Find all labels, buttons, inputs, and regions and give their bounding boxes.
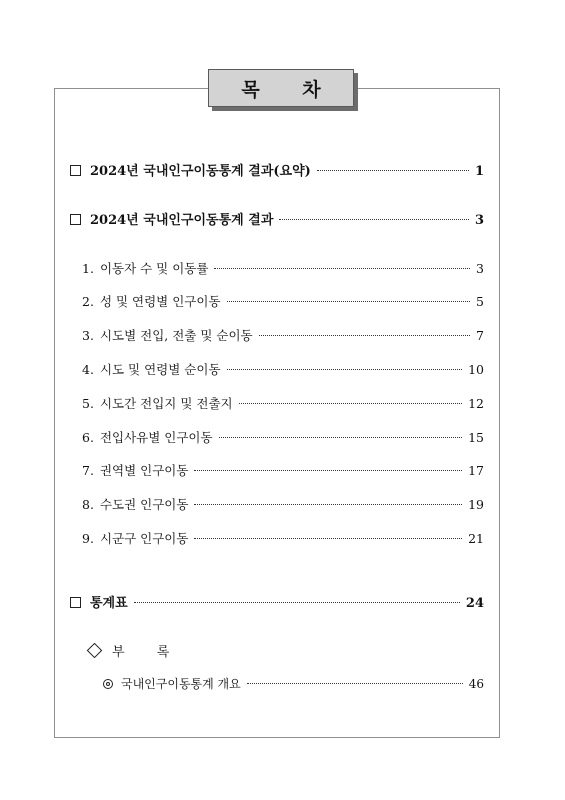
- toc-subentry-page: 10: [468, 362, 484, 377]
- toc-subentry[interactable]: [82, 360, 484, 378]
- toc-subentry-number: 1.: [82, 261, 94, 276]
- dot-leader: [219, 437, 463, 438]
- toc-subentry[interactable]: [82, 495, 484, 513]
- toc-subentry-number: 8.: [82, 497, 94, 512]
- checkbox-square-icon: [70, 597, 81, 608]
- dot-leader: [227, 369, 463, 370]
- toc-subentry-page: 17: [468, 463, 484, 478]
- toc-subentry-page: 3: [476, 261, 484, 276]
- toc-subentry-label: 시도 및 연령별 순이동: [99, 362, 221, 377]
- toc-subentry-number: 5.: [82, 396, 94, 411]
- toc-subentry-label: 수도권 인구이동: [99, 497, 189, 512]
- toc-entry-label: 2024년 국내인구이동통계 결과(요약): [90, 164, 311, 179]
- checkbox-square-icon: [70, 214, 81, 225]
- toc-subentry[interactable]: [82, 259, 484, 277]
- toc-entry-tables[interactable]: [70, 592, 484, 611]
- toc-entry-page: 24: [465, 596, 484, 611]
- toc-entry-summary[interactable]: [70, 160, 484, 179]
- checkbox-square-icon: [70, 165, 81, 176]
- toc-title: 목 차: [241, 78, 339, 101]
- toc-subentry[interactable]: [82, 461, 484, 479]
- toc-subentry-page: 19: [468, 497, 484, 512]
- toc-subentry-number: 2.: [82, 294, 94, 309]
- toc-subentry-number: 4.: [82, 362, 94, 377]
- dot-leader: [317, 170, 469, 171]
- toc-subentry[interactable]: [82, 326, 484, 344]
- toc-subentry[interactable]: [82, 292, 484, 310]
- toc-subentry-label: 시도간 전입지 및 전출지: [99, 396, 233, 411]
- toc-subentry-page: 21: [468, 531, 484, 546]
- dot-leader: [247, 683, 463, 684]
- dot-leader: [259, 335, 470, 336]
- dot-leader: [239, 403, 462, 404]
- dot-leader: [279, 219, 469, 220]
- toc-subentry-page: 5: [476, 294, 484, 309]
- toc-appendix-label: 국내인구이동통계 개요: [121, 677, 241, 691]
- toc-entry-page: 3: [474, 213, 484, 228]
- toc-subentry-number: 3.: [82, 328, 94, 343]
- dot-leader: [134, 602, 460, 603]
- toc-subentry-number: 6.: [82, 430, 94, 445]
- toc-appendix-item[interactable]: [103, 675, 484, 692]
- toc-subentry[interactable]: [82, 529, 484, 547]
- appendix-heading: [86, 641, 183, 660]
- dot-leader: [227, 301, 471, 302]
- dot-leader: [194, 538, 462, 539]
- toc-entry-results[interactable]: [70, 209, 484, 228]
- toc-appendix-page: 46: [468, 677, 484, 691]
- toc-entry-page: 1: [474, 164, 484, 179]
- toc-subentry-page: 7: [476, 328, 484, 343]
- diamond-icon: [87, 643, 103, 659]
- toc-subentry-label: 시군구 인구이동: [99, 531, 189, 546]
- double-circle-icon: [103, 679, 113, 689]
- toc-subentry-page: 12: [468, 396, 484, 411]
- toc-subentry-number: 7.: [82, 463, 94, 478]
- appendix-heading-label: 부 록: [112, 645, 184, 660]
- toc-subentry-label: 이동자 수 및 이동률: [99, 261, 209, 276]
- toc-title-box: [208, 69, 354, 107]
- toc-subentry[interactable]: [82, 394, 484, 412]
- toc-subentry-label: 성 및 연령별 인구이동: [99, 294, 221, 309]
- toc-subentry-label: 전입사유별 인구이동: [99, 430, 213, 445]
- toc-subentry-number: 9.: [82, 531, 94, 546]
- toc-subentry[interactable]: [82, 428, 484, 446]
- dot-leader: [194, 504, 462, 505]
- toc-subentry-page: 15: [468, 430, 484, 445]
- dot-leader: [194, 470, 462, 471]
- toc-subentry-label: 권역별 인구이동: [99, 463, 189, 478]
- dot-leader: [214, 268, 470, 269]
- toc-entry-label: 2024년 국내인구이동통계 결과: [90, 213, 274, 228]
- toc-entry-label: 통계표: [90, 596, 128, 611]
- toc-subentry-label: 시도별 전입, 전출 및 순이동: [99, 328, 253, 343]
